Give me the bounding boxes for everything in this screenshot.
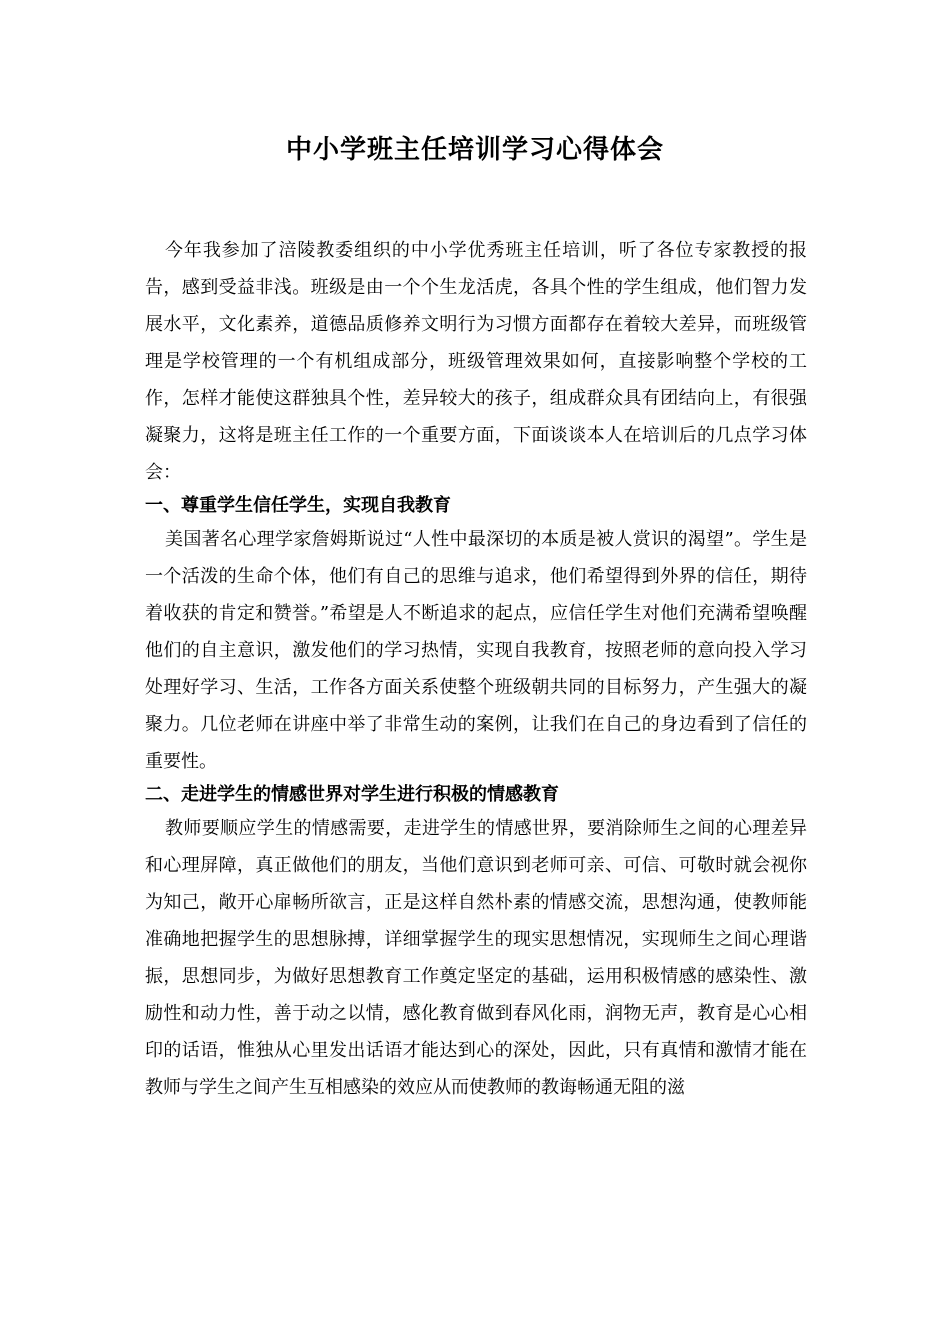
section-1-paragraph: 美国著名心理学家詹姆斯说过“人性中最深切的本质是被人赏识的渴望”。学生是一个活泼的生命个体，他们有自己的思维与追求，他们希望得到外界的信任，期待着收获的肯定和赞誉。”希望是人不断追求的起点，应信任学生对他们充满希望唤醒他们的自主意识，激发他们的学习热情，实现自我教育，按照老师的意向投入学习处理好学习、生活，工作各方面关系使整个班级朝共同的目标努力，产生强大的凝聚力。几位老师在讲座中举了非常生动的案例，让我们在自己的身边看到了信任的重要性。 (145, 529, 807, 772)
document-body (145, 232, 807, 1106)
section-heading-1: 一、尊重学生信任学生，实现自我教育 (145, 495, 451, 516)
section-2-paragraph: 教师要顺应学生的情感需要，走进学生的情感世界，要消除师生之间的心理差异和心理屏障，真正做他们的朋友，当他们意识到老师可亲、可信、可敬时就会视你为知己，敞开心扉畅所欲言，正是这样自然朴素的情感交流，思想沟通，使教师能准确地把握学生的思想脉搏，详细掌握学生的现实思想情况，实现师生之间心理谐振，思想同步，为做好思想教育工作奠定坚定的基础，运用积极情感的感染性、激励性和动力性，善于动之以情，感化教育做到春风化雨，润物无声，教育是心心相印的话语，惟独从心里发出话语才能达到心的深处，因此，只有真情和激情才能在教师与学生之间产生互相感染的效应从而使教师的教诲畅通无阻的滋 (145, 818, 807, 1098)
document-title: 中小学班主任培训学习心得体会 (285, 135, 664, 165)
intro-paragraph: 今年我参加了涪陵教委组织的中小学优秀班主任培训，听了各位专家教授的报告，感到受益非浅。班级是由一个个生龙活虎，各具个性的学生组成，他们智力发展水平，文化素养，道德品质修养文明行为习惯方面都存在着较大差异，而班级管理是学校管理的一个有机组成部分，班级管理效果如何，直接影响整个学校的工作，怎样才能使这群独具个性，差异较大的孩子，组成群众具有团结向上，有很强凝聚力，这将是班主任工作的一个重要方面，下面谈谈本人在培训后的几点学习体会： (145, 240, 807, 483)
section-heading-2: 二、走进学生的情感世界对学生进行积极的情感教育 (145, 784, 559, 805)
